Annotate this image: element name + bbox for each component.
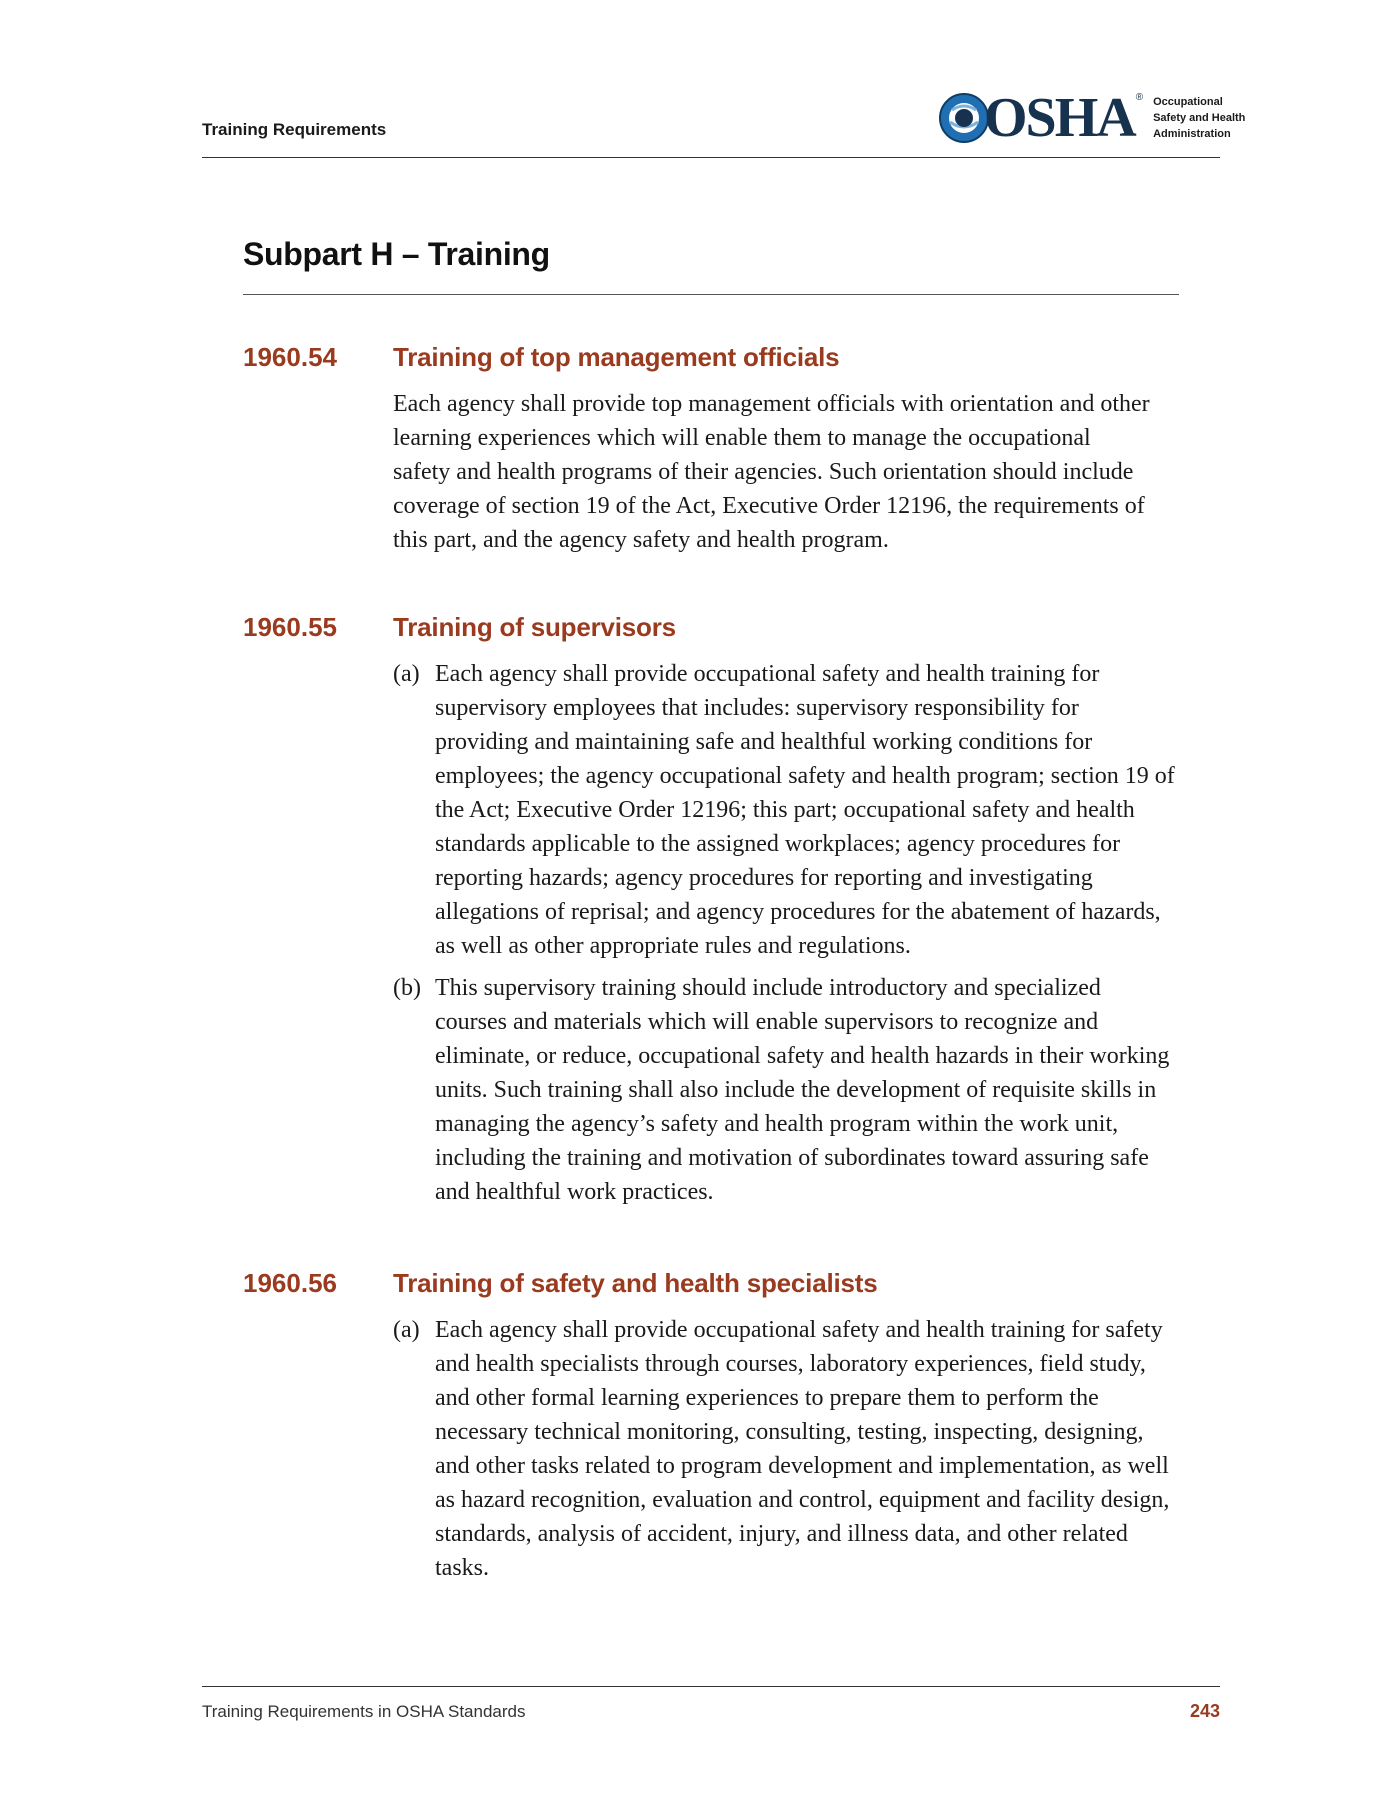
title-divider [243,294,1179,295]
section-title: Training of top management officials [393,342,840,372]
running-header: Training Requirements [202,120,387,139]
item-label: (a) [393,1317,420,1343]
logo-agency-name [1153,94,1245,142]
section-1960-56 [243,1268,1203,1585]
footer-divider [202,1686,1220,1687]
section-paragraph: Each agency shall provide top management officials with orientation and other learning experiences which will enable them to manage the occupational safety and health programs of their agencies. Such orientation should include coverage of section 19 of the Act, Executive Order 12196, the requirements of this part, and the agency safety and health program. [393,391,1150,553]
item-label: (a) [393,661,420,687]
item-text: Each agency shall provide occupational safety and health training for safety and health specialists through courses, laboratory experiences, field study, and other formal learning experiences to prepare them to perform the necessary technical monitoring, consulting, testing, inspecting, designing, and other tasks related to program development and implementation, as well as hazard recognition, evaluation and control, equipment and facility design, standards, analysis of accident, injury, and illness data, and other related tasks. [435,1317,1170,1581]
osha-logo [938,88,1245,148]
section-heading [243,612,1203,652]
page-title: Subpart H – Training [243,236,550,272]
running-footer: Training Requirements in OSHA Standards [202,1702,526,1721]
logo-agency-line: Safety and Health [1153,112,1246,124]
logo-agency-line: Administration [1153,128,1231,140]
section-heading [243,342,1203,382]
page-number: 243 [1189,1701,1220,1721]
item-text: This supervisory training should include introductory and specialized courses and materials which will enable supervisors to recognize and eliminate, or reduce, occupational safety and health hazards in their working units. Such training shall also include the development of requisite skills in managing the agency’s safety and health program within the work unit, including the training and motivation of subordinates toward assuring safe and healthful work practices. [435,975,1170,1205]
section-number: 1960.54 [243,342,337,372]
header-divider [202,157,1220,158]
logo-agency-line: Occupational [1153,96,1223,108]
section-heading [243,1268,1203,1308]
list-item [393,1313,1175,1585]
section-1960-55 [243,612,1203,1209]
item-text: Each agency shall provide occupational safety and health training for supervisory employees that includes: supervisory responsibility for providing and maintaining safe and healthful working conditions for employees; the agency occupational safety and health program; section 19 of the Act; Executive Order 12196; this part; occupational safety and health standards applicable to the assigned workplaces; agency procedures for reporting hazards; agency procedures for reporting and investigating allegations of reprisal; and agency procedures for the abatement of hazards, as well as other appropriate rules and regulations. [435,661,1175,959]
section-1960-54 [243,342,1203,557]
list-item [393,657,1175,963]
osha-globe-icon [938,92,990,144]
logo-registered-mark: ® [1135,92,1144,103]
section-title: Training of safety and health specialists [393,1268,878,1298]
section-number: 1960.56 [243,1268,337,1298]
section-number: 1960.55 [243,612,337,642]
item-label: (b) [393,975,421,1001]
logo-wordmark: OSHA [984,87,1135,149]
list-item [393,971,1175,1209]
section-title: Training of supervisors [393,612,676,642]
